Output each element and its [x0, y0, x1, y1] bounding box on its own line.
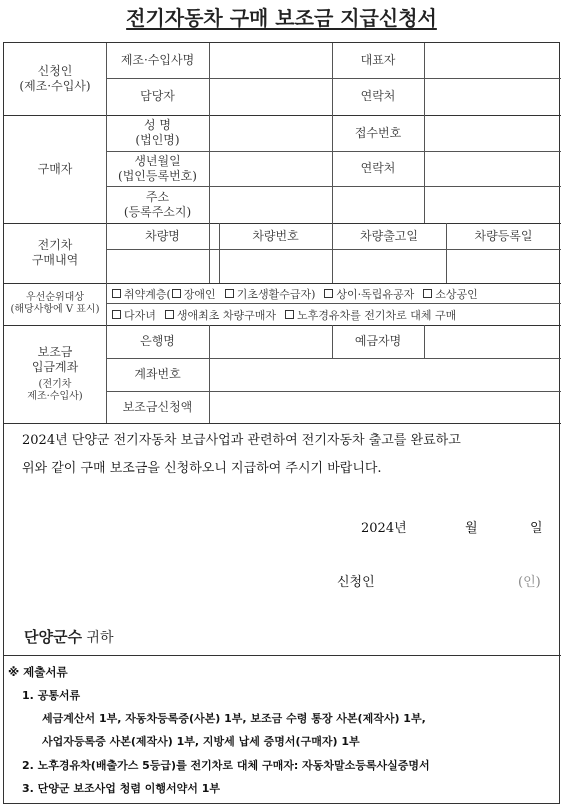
- account-number-label: 계좌번호: [134, 367, 181, 381]
- multi-child-label: 다자녀: [124, 308, 156, 322]
- subsidy-amount-field[interactable]: [209, 391, 561, 423]
- first-car-label: 생애최초 차량구매자: [176, 308, 277, 322]
- first-car-checkbox[interactable]: [165, 310, 174, 319]
- small-business-label: 소상공인: [435, 287, 478, 301]
- signature-label: 신청인: [337, 575, 375, 590]
- buyer-phone-field[interactable]: [424, 151, 561, 186]
- representative-label: 대표자: [360, 53, 396, 67]
- representative-field[interactable]: [424, 43, 561, 78]
- vehicle-number-field[interactable]: [219, 249, 332, 283]
- bank-name-field[interactable]: [209, 325, 332, 358]
- diesel-replacement-checkbox[interactable]: [285, 310, 294, 319]
- statement-line-2: 위와 같이 구매 보조금을 신청하오니 지급하여 주시기 바랍니다.: [22, 461, 382, 476]
- vulnerable-label: 취약계층(: [124, 287, 171, 301]
- small-business-checkbox[interactable]: [423, 289, 432, 298]
- priority-row-1: [112, 284, 487, 303]
- addressee: [24, 626, 113, 647]
- vehicle-registration-date-field[interactable]: [446, 249, 561, 283]
- documents-item-1-line-1: 세금계산서 1부, 자동차등록증(사본) 1부, 보조금 수령 통장 사본(제작사) 1부,: [42, 712, 426, 725]
- diesel-replacement-label: 노후경유차를 전기차로 대체 구매: [297, 308, 457, 322]
- date-month: 월: [465, 521, 478, 536]
- receipt-number-field[interactable]: [424, 115, 561, 151]
- basic-livelihood-label: 기초생활수급자): [236, 287, 316, 301]
- vehicle-number-header: 차량번호: [252, 228, 299, 243]
- receipt-number-label: 접수번호: [354, 125, 402, 140]
- contact-person-label: 담당자: [140, 89, 175, 103]
- buyer-address-field[interactable]: [209, 186, 561, 223]
- buyer-name-field[interactable]: [209, 115, 332, 186]
- buyer-phone-label: 연락처: [360, 161, 396, 175]
- disabled-label: 장애인: [183, 287, 216, 301]
- priority-row-2: [112, 305, 465, 324]
- addressee-name: 단양군수: [24, 628, 82, 646]
- applicant-phone-label: 연락처: [360, 89, 396, 103]
- maker-name-field[interactable]: [209, 43, 332, 78]
- vehicle-name-header: 차량명: [145, 228, 180, 243]
- basic-livelihood-checkbox[interactable]: [225, 289, 234, 298]
- bank-name-label: 은행명: [140, 334, 175, 348]
- vulnerable-checkbox[interactable]: [112, 289, 121, 298]
- contact-person-field[interactable]: [209, 78, 332, 115]
- maker-name-label: 제조·수입사명: [120, 53, 195, 67]
- veteran-checkbox[interactable]: [324, 289, 333, 298]
- buyer-section-label: 구매자: [37, 161, 73, 176]
- account-number-field[interactable]: [209, 358, 561, 391]
- vehicle-name-field[interactable]: [106, 249, 219, 283]
- applicant-section-label: 신청인 (제조·수입사): [19, 64, 91, 93]
- statement-line-1: 2024년 단양군 전기자동차 보급사업과 관련하여 전기자동차 출고를 완료하고: [22, 433, 461, 448]
- documents-item-1: 1. 공통서류: [22, 689, 81, 702]
- documents-item-1-line-2: 사업자등록증 사본(제작사) 1부, 지방세 납세 증명서(구매자) 1부: [42, 735, 360, 748]
- vehicle-registration-date-header: 차량등록일: [474, 228, 533, 243]
- addressee-suffix: 귀하: [86, 630, 114, 646]
- date-year: 2024년: [361, 521, 407, 536]
- multi-child-checkbox[interactable]: [112, 310, 121, 319]
- date-day: 일: [530, 521, 543, 536]
- buyer-name-label: 성 명 (법인명): [135, 118, 180, 147]
- buyer-address-label: 주소 (등록주소지): [123, 189, 192, 219]
- vehicle-section-label: 전기차 구매내역: [31, 238, 79, 267]
- documents-title: ※ 제출서류: [8, 665, 68, 679]
- application-form: [3, 42, 560, 804]
- vehicle-release-date-field[interactable]: [332, 249, 446, 283]
- applicant-phone-field[interactable]: [424, 78, 561, 115]
- vehicle-release-date-header: 차량출고일: [360, 228, 418, 243]
- documents-item-3: 3. 단양군 보조사업 청렴 이행서약서 1부: [22, 782, 221, 795]
- bank-section-label: 보조금 입금계좌 (전기차 제조·수입사): [27, 344, 83, 402]
- account-holder-field[interactable]: [424, 325, 561, 358]
- buyer-birth-label: 생년월일 (법인등록번호): [118, 153, 197, 183]
- page-title: 전기자동차 구매 보조금 지급신청서: [126, 6, 437, 30]
- account-holder-label: 예금자명: [354, 334, 402, 348]
- disabled-checkbox[interactable]: [172, 289, 181, 298]
- veteran-label: 상이·독립유공자: [336, 287, 415, 301]
- documents-item-2: 2. 노후경유차(배출가스 5등급)를 전기차로 대체 구매자: 자동차말소등록사실증명서: [22, 759, 430, 772]
- subsidy-amount-label: 보조금신청액: [122, 399, 193, 414]
- priority-label: 우선순위대상 (해당사항에 V 표시): [10, 291, 100, 315]
- seal-mark: (인): [518, 575, 541, 590]
